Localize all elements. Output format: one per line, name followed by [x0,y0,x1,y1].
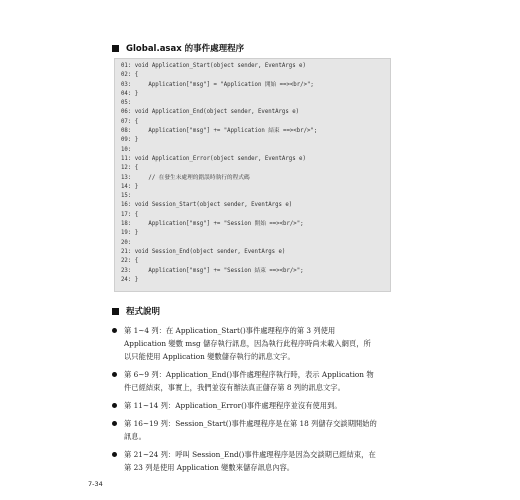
list-item-text-line: 訊息。 [124,432,146,441]
list-item-text-line: 第 23 列是使用 Application 變數來儲存訊息內容。 [124,463,295,472]
code-line: 03: Application["msg"] = "Application 開始 ==><br/>"; [121,81,314,88]
section-title: Global.asax 的事件處理程序 [126,44,245,54]
code-line: 15: [121,193,132,200]
list-item [112,417,402,443]
code-line: 07: { [121,118,139,125]
bullet-dot-icon [112,403,117,408]
explanation-list [112,324,402,479]
list-item [112,324,402,363]
list-item [112,399,402,412]
section-title: 程式說明 [126,307,161,317]
bullet-dot-icon [112,421,117,426]
code-line: 08: Application["msg"] += "Application 結束 ==><br/>"; [121,128,318,135]
list-item-text-line: 第 16~19 列：Session_Start()事件處理程序是在第 18 列儲存交談期開始的 [124,419,377,428]
list-item-text-line: Application 變數 msg 儲存執行訊息，因為執行此程序時尚未載入網頁，所 [124,339,371,348]
code-line: 13: // 在發生未處理的錯誤時執行的程式碼 [121,174,250,181]
code-line: 20: [121,239,132,246]
code-line: 09: } [121,137,139,144]
code-line: 22: { [121,258,139,265]
code-line: 14: } [121,183,139,190]
code-line: 11: void Application_Error(object sender, EventArgs e) [121,155,306,162]
list-item-text-line: 第 1~4 列：在 Application_Start()事件處理程序的第 3 列使用 [124,326,336,335]
code-line: 06: void Application_End(object sender, EventArgs e) [121,109,300,116]
square-bullet-icon [112,45,119,52]
code-line: 02: { [121,72,139,79]
page-number: 7-34 [88,480,103,488]
list-item-text-line: 件已經結束，事實上，我們並沒有辦法真正儲存第 8 列的訊息文字。 [124,383,345,392]
code-line: 04: } [121,90,139,97]
bullet-dot-icon [112,452,117,457]
code-line: 23: Application["msg"] += "Session 結束 ==><br/>"; [121,267,304,274]
section-heading-global-asax [112,42,244,54]
list-item [112,448,402,474]
code-line: 16: void Session_Start(object sender, EventArgs e) [121,202,293,209]
code-line: 21: void Session_End(object sender, EventArgs e) [121,248,286,255]
square-bullet-icon [112,308,119,315]
list-item-text-line: 第 6~9 列：Application_End()事件處理程序執行時，表示 Application 物 [124,370,374,379]
code-line: 12: { [121,165,139,172]
list-item-text-line: 第 11~14 列：Application_Error()事件處理程序並沒有使用到。 [124,401,342,410]
code-listing [114,58,391,292]
code-line: 24: } [121,276,139,283]
code-line: 05: [121,100,132,107]
section-heading-explanation [112,305,160,317]
list-item-text-line: 第 21~24 列：呼叫 Session_End()事件處理程序是因為交談期已經結束，在 [124,450,376,459]
code-line: 01: void Application_Start(object sender, EventArgs e) [121,63,306,69]
code-line: 19: } [121,230,139,237]
list-item-text-line: 以只能使用 Application 變數儲存執行的訊息文字。 [124,352,295,361]
code-line: 18: Application["msg"] += "Session 開始 ==><br/>"; [121,221,304,228]
bullet-dot-icon [112,328,117,333]
list-item [112,368,402,394]
bullet-dot-icon [112,372,117,377]
code-line: 10: [121,146,132,153]
code-line: 17: { [121,211,139,218]
